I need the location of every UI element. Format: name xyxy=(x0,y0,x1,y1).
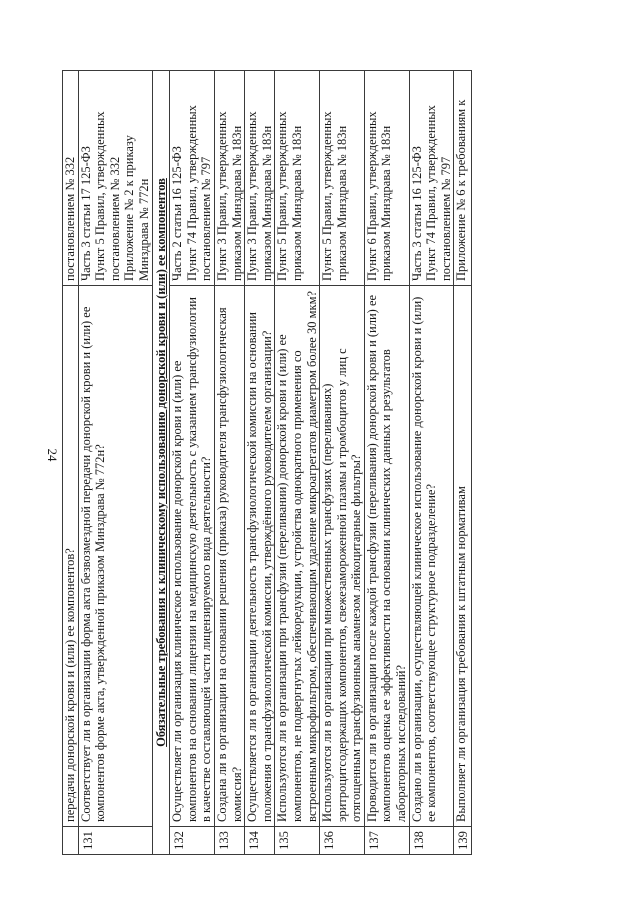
reference-text: Пункт 5 Правил, утвержденных приказом Минздрава № 183н xyxy=(275,111,304,281)
row-number: 134 xyxy=(245,827,275,855)
reference-text: Часть 2 статьи 16 125-ФЗ xyxy=(170,146,185,281)
row-number: 138 xyxy=(409,827,454,855)
table-row xyxy=(275,71,320,855)
question-text: Используются ли в организации при трансфузии (переливании) донорской крови и (или) ее компонентов, не подвергнутых лейкоредукции, устройства однократного применения со встроенным микрофильтром, обеспечивающим удаление микроагрегатов диаметром более 30 мкм? xyxy=(275,290,319,822)
legal-reference xyxy=(364,71,409,286)
table-row xyxy=(454,71,472,855)
question-text: Выполняет ли организация требования к штатным нормативам xyxy=(454,486,469,822)
row-number: 136 xyxy=(320,827,365,855)
question-text: передачи донорской крови и (или) ее компонентов? xyxy=(63,548,77,822)
legal-reference xyxy=(275,71,320,286)
requirement-question xyxy=(214,286,244,827)
legal-reference xyxy=(78,71,152,286)
reference-text: Пункт 74 Правил, утвержденных постановлением № 797 xyxy=(184,105,214,281)
table-row xyxy=(63,71,79,855)
question-text: Создано ли в организации, осуществляющей клиническое использование донорской крови и (или) ее компонентов, соответствующее структурное подразделение? xyxy=(409,296,439,822)
row-number: 137 xyxy=(364,827,409,855)
row-number: 132 xyxy=(170,827,215,855)
legal-reference xyxy=(170,71,215,286)
question-text: Соответствует ли в организации форма акта безвозмездной передачи донорской крови и (или) ее компонентов форме акта, утвержденной приказом Минздрава № 772н? xyxy=(78,306,108,822)
legal-reference xyxy=(409,71,454,286)
reference-text: Пункт 74 Правил, утвержденных постановлением № 797 xyxy=(424,105,453,281)
table-row xyxy=(364,71,409,855)
legal-reference xyxy=(245,71,275,286)
rotated-page-content xyxy=(62,70,577,855)
requirement-question xyxy=(409,286,454,827)
table-row xyxy=(320,71,365,855)
reference-text: Приложение № 2 к приказу Минздрава № 772н xyxy=(122,135,151,281)
reference-text: Пункт 3 Правил, утвержденных приказом Минздрава № 183н xyxy=(245,111,274,281)
requirement-question xyxy=(364,286,409,827)
reference-text: Пункт 5 Правил, утвержденных приказом Минздрава № 183н xyxy=(320,111,349,281)
table-row xyxy=(78,71,152,855)
section-heading: Обязательные требования к клиническому использованию донорской крови и (или) ее компонентов xyxy=(152,71,170,855)
question-text: Осуществляется ли в организации деятельность трансфузиологической комиссии на основании положения о трансфузиологической комиссии, утверждённого руководителем организации? xyxy=(245,312,274,822)
requirement-question xyxy=(245,286,275,827)
row-number: 139 xyxy=(454,827,472,855)
table-row xyxy=(170,71,215,855)
requirement-question xyxy=(320,286,365,827)
requirement-question xyxy=(63,286,79,827)
row-number: 131 xyxy=(78,827,152,855)
page-number: 24 xyxy=(45,448,60,462)
question-text: Используются ли в организации при множественных трансфузиях (переливаниях) эритроцитсодержащих компонентов, свежезамороженной плазмы и тромбоцитов у лиц с отягощенным трансфузионным анамнезом лейкоцитарные фильтры? xyxy=(320,348,364,822)
requirements-table-body xyxy=(63,71,472,855)
row-number: 135 xyxy=(275,827,320,855)
legal-reference xyxy=(214,71,244,286)
section-row xyxy=(152,71,170,855)
requirements-table xyxy=(62,70,472,855)
requirement-question xyxy=(275,286,320,827)
requirement-question xyxy=(170,286,215,827)
reference-text: Пункт 5 Правил, утвержденных постановлением № 332 xyxy=(93,111,122,281)
legal-reference xyxy=(63,71,79,286)
legal-reference xyxy=(320,71,365,286)
reference-text: Приложение № 6 к требованиям к xyxy=(454,99,469,281)
reference-text: Часть 3 статьи 17 125-ФЗ xyxy=(78,146,93,281)
table-row xyxy=(245,71,275,855)
table-row xyxy=(409,71,454,855)
requirement-question xyxy=(78,286,152,827)
legal-reference xyxy=(454,71,472,286)
reference-text: Часть 3 статьи 16 125-ФЗ xyxy=(409,146,424,281)
row-number xyxy=(63,827,79,855)
question-text: Осуществляет ли организация клиническое использование донорской крови и (или) ее компонентов на основании лицензии на медицинскую деятельность с указанием трансфузиологии в качестве составляющей части лицензируемого вида деятельности? xyxy=(170,297,214,822)
reference-text: Пункт 6 Правил, утвержденных приказом Минздрава № 183н xyxy=(364,111,394,281)
question-text: Проводится ли в организации после каждой трансфузии (переливания) донорской крови и (или) ее компонентов оценка ее эффективности на основании клинических данных и результатов лабораторных исследований? xyxy=(364,294,409,822)
table-row xyxy=(214,71,244,855)
reference-text: постановлением № 332 xyxy=(63,156,77,281)
reference-text: Пункт 3 Правил, утвержденных приказом Минздрава № 183н xyxy=(214,111,244,281)
requirement-question xyxy=(454,286,472,827)
row-number: 133 xyxy=(214,827,244,855)
question-text: Создана ли в организации на основании решения (приказа) руководителя трансфузиологическая комиссия? xyxy=(214,307,244,822)
